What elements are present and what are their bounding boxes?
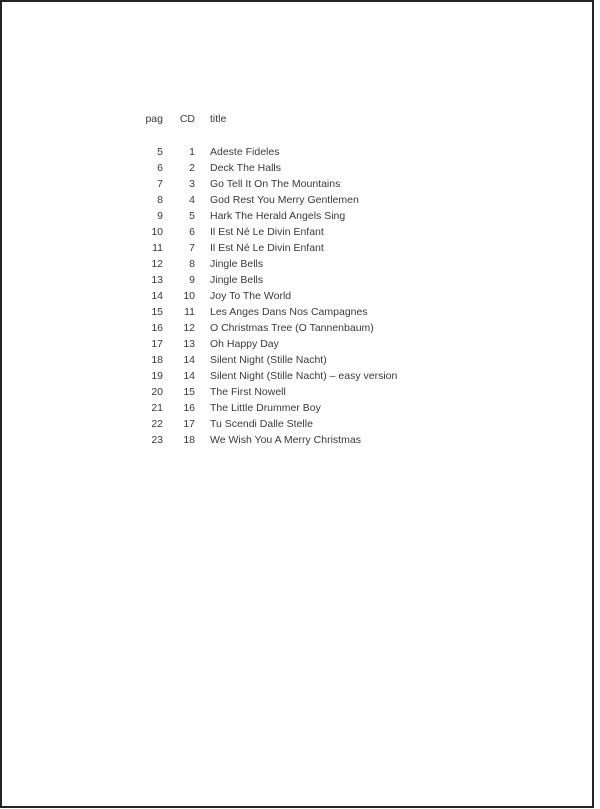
song-title-cell: We Wish You A Merry Christmas <box>210 434 361 446</box>
song-title-cell: Silent Night (Stille Nacht) <box>210 354 327 366</box>
table-row <box>118 208 397 224</box>
song-title-cell: The First Nowell <box>210 386 286 398</box>
table-row <box>118 352 397 368</box>
song-title-cell: Oh Happy Day <box>210 338 279 350</box>
cd-number-cell: 6 <box>189 226 195 238</box>
page-number-cell: 9 <box>157 210 163 222</box>
song-title-cell: Tu Scendi Dalle Stelle <box>210 418 313 430</box>
cd-number-cell: 16 <box>183 402 195 414</box>
page-number-cell: 10 <box>151 226 163 238</box>
song-title-cell: Go Tell It On The Mountains <box>210 178 341 190</box>
page-number-cell: 12 <box>151 258 163 270</box>
page-number-cell: 16 <box>151 322 163 334</box>
page-number-cell: 17 <box>151 338 163 350</box>
cd-number-cell: 14 <box>183 370 195 382</box>
cd-number-cell: 12 <box>183 322 195 334</box>
cd-number-cell: 11 <box>184 306 195 318</box>
table-row <box>118 416 397 432</box>
table-row <box>118 384 397 400</box>
song-index-table <box>118 111 397 448</box>
column-header-cd: CD <box>179 113 195 125</box>
table-row <box>118 240 397 256</box>
table-row <box>118 256 397 272</box>
table-row <box>118 224 397 240</box>
table-row <box>118 144 397 160</box>
song-title-cell: The Little Drummer Boy <box>210 402 321 414</box>
song-title-cell: Il Est Né Le Divin Enfant <box>210 242 324 254</box>
page-number-cell: 11 <box>152 242 163 254</box>
page-number-cell: 5 <box>157 146 163 158</box>
cd-number-cell: 9 <box>189 274 195 286</box>
page-number-cell: 6 <box>157 162 163 174</box>
cd-number-cell: 7 <box>189 242 195 254</box>
cd-number-cell: 15 <box>183 386 195 398</box>
song-title-cell: Jingle Bells <box>210 274 264 286</box>
page-number-cell: 20 <box>151 386 163 398</box>
page-number-cell: 21 <box>151 402 163 414</box>
cd-number-cell: 2 <box>189 162 195 174</box>
table-row <box>118 304 397 320</box>
song-title-cell: Joy To The World <box>210 290 292 302</box>
page-number-cell: 8 <box>157 194 163 206</box>
song-title-cell: Les Anges Dans Nos Campagnes <box>210 306 368 318</box>
page-number-cell: 18 <box>151 354 163 366</box>
column-header-title: title <box>210 113 227 125</box>
table-row <box>118 368 397 384</box>
page-number-cell: 19 <box>151 370 163 382</box>
table-rows <box>118 144 397 448</box>
table-row <box>118 320 397 336</box>
cd-number-cell: 1 <box>189 146 195 158</box>
table-row <box>118 400 397 416</box>
cd-number-cell: 10 <box>183 290 195 302</box>
song-title-cell: God Rest You Merry Gentlemen <box>210 194 359 206</box>
page-number-cell: 14 <box>151 290 163 302</box>
song-title-cell: Il Est Né Le Divin Enfant <box>210 226 324 238</box>
cd-number-cell: 13 <box>183 338 195 350</box>
cd-number-cell: 14 <box>183 354 195 366</box>
table-row <box>118 192 397 208</box>
song-title-cell: Hark The Herald Angels Sing <box>210 210 346 222</box>
song-title-cell: Adeste Fideles <box>210 146 280 158</box>
page-number-cell: 22 <box>151 418 163 430</box>
table-row <box>118 432 397 448</box>
song-title-cell: Silent Night (Stille Nacht) – easy version <box>210 370 398 382</box>
table-row <box>118 336 397 352</box>
table-row <box>118 176 397 192</box>
song-title-cell: Jingle Bells <box>210 258 264 270</box>
song-title-cell: Deck The Halls <box>210 162 281 174</box>
table-row <box>118 160 397 176</box>
cd-number-cell: 17 <box>183 418 195 430</box>
page-number-cell: 23 <box>151 434 163 446</box>
cd-number-cell: 8 <box>189 258 195 270</box>
song-title-cell: O Christmas Tree (O Tannenbaum) <box>210 322 374 334</box>
page-number-cell: 15 <box>151 306 163 318</box>
table-row <box>118 288 397 304</box>
table-row <box>118 272 397 288</box>
page-number-cell: 7 <box>157 178 163 190</box>
cd-number-cell: 18 <box>183 434 195 446</box>
cd-number-cell: 5 <box>189 210 195 222</box>
cd-number-cell: 3 <box>189 178 195 190</box>
page-number-cell: 13 <box>151 274 163 286</box>
column-header-pag: pag <box>145 113 163 125</box>
table-header <box>118 111 397 127</box>
cd-number-cell: 4 <box>189 194 195 206</box>
